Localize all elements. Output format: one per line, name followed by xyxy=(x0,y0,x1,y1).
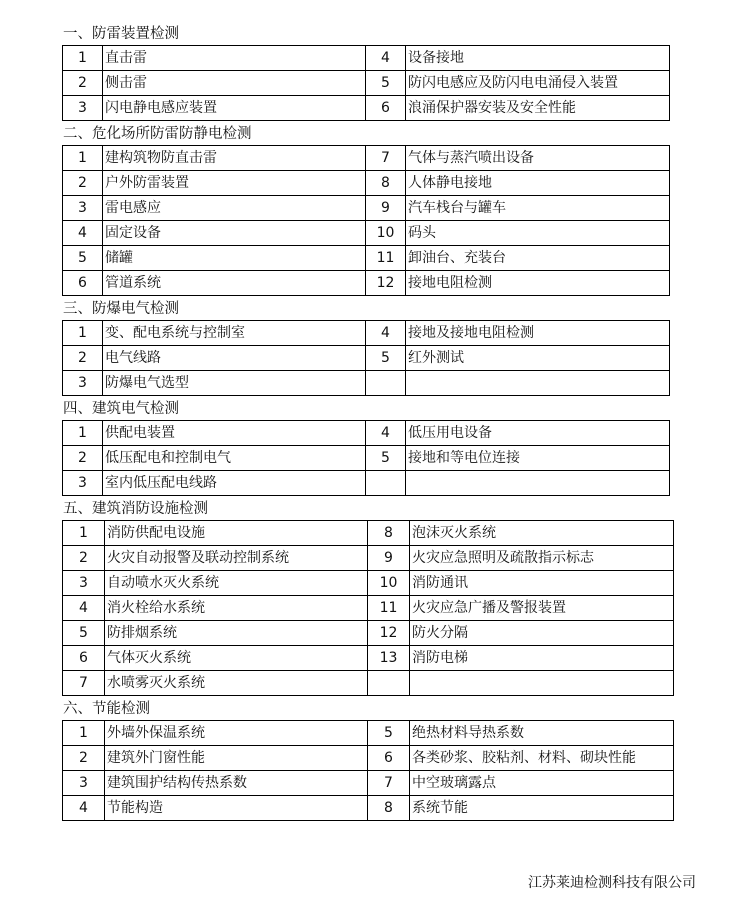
item-number: 2 xyxy=(63,446,103,471)
items-table xyxy=(62,520,674,696)
item-text: 火灾应急广播及警报装置 xyxy=(410,596,674,621)
item-text: 火灾自动报警及联动控制系统 xyxy=(105,546,368,571)
table-row xyxy=(63,471,670,496)
item-number: 1 xyxy=(63,46,103,71)
item-text: 室内低压配电线路 xyxy=(103,471,366,496)
item-text: 雷电感应 xyxy=(103,196,366,221)
item-text: 防火分隔 xyxy=(410,621,674,646)
item-number: 4 xyxy=(366,421,406,446)
item-number: 2 xyxy=(63,346,103,371)
item-number: 9 xyxy=(366,196,406,221)
table-row xyxy=(63,621,674,646)
item-text: 码头 xyxy=(406,221,670,246)
item-text: 消防电梯 xyxy=(410,646,674,671)
section-title: 六、节能检测 xyxy=(63,701,150,717)
item-text: 节能构造 xyxy=(105,796,368,821)
item-text: 防排烟系统 xyxy=(105,621,368,646)
item-text: 建筑外门窗性能 xyxy=(105,746,368,771)
item-number: 5 xyxy=(63,246,103,271)
section-hazardous-static xyxy=(62,123,670,296)
item-number: 2 xyxy=(63,171,103,196)
item-number: 3 xyxy=(63,196,103,221)
item-text: 气体与蒸汽喷出设备 xyxy=(406,146,670,171)
item-number: 12 xyxy=(368,621,410,646)
item-text: 汽车栈台与罐车 xyxy=(406,196,670,221)
item-number: 8 xyxy=(368,521,410,546)
item-number: 5 xyxy=(63,621,105,646)
item-text: 浪涌保护器安装及安全性能 xyxy=(406,96,670,121)
item-number: 4 xyxy=(366,321,406,346)
table-row xyxy=(63,546,674,571)
item-text: 建构筑物防直击雷 xyxy=(103,146,366,171)
item-number: 1 xyxy=(63,721,105,746)
table-row xyxy=(63,646,674,671)
items-table xyxy=(62,45,670,121)
table-row xyxy=(63,721,674,746)
item-text: 火灾应急照明及疏散指示标志 xyxy=(410,546,674,571)
item-text: 绝热材料导热系数 xyxy=(410,721,674,746)
item-text: 变、配电系统与控制室 xyxy=(103,321,366,346)
item-number: 3 xyxy=(63,771,105,796)
section-title: 五、建筑消防设施检测 xyxy=(63,501,208,517)
table-row xyxy=(63,246,670,271)
item-number: 11 xyxy=(368,596,410,621)
item-number: 7 xyxy=(366,146,406,171)
item-number: 6 xyxy=(368,746,410,771)
item-text: 闪电静电感应装置 xyxy=(103,96,366,121)
item-text: 接地及接地电阻检测 xyxy=(406,321,670,346)
table-row xyxy=(63,96,670,121)
item-number: 3 xyxy=(63,471,103,496)
item-number: 12 xyxy=(366,271,406,296)
item-text: 消防供配电设施 xyxy=(105,521,368,546)
table-row xyxy=(63,421,670,446)
item-text: 气体灭火系统 xyxy=(105,646,368,671)
item-text: 消防通讯 xyxy=(410,571,674,596)
table-row xyxy=(63,571,674,596)
table-row xyxy=(63,521,674,546)
items-table xyxy=(62,145,670,296)
item-text: 供配电装置 xyxy=(103,421,366,446)
section-title: 四、建筑电气检测 xyxy=(63,401,179,417)
section-energy-saving xyxy=(62,698,674,821)
item-number xyxy=(366,471,406,496)
item-number: 5 xyxy=(366,346,406,371)
item-number: 5 xyxy=(366,71,406,96)
item-number: 1 xyxy=(63,421,103,446)
item-text: 侧击雷 xyxy=(103,71,366,96)
table-row xyxy=(63,446,670,471)
table-row xyxy=(63,46,670,71)
item-text: 接地和等电位连接 xyxy=(406,446,670,471)
section-title: 三、防爆电气检测 xyxy=(63,301,179,317)
section-title: 二、危化场所防雷防静电检测 xyxy=(63,126,252,142)
item-number xyxy=(368,671,410,696)
table-row xyxy=(63,221,670,246)
item-text: 卸油台、充装台 xyxy=(406,246,670,271)
item-text xyxy=(406,371,670,396)
item-text: 管道系统 xyxy=(103,271,366,296)
item-number: 13 xyxy=(368,646,410,671)
table-row xyxy=(63,196,670,221)
table-row xyxy=(63,371,670,396)
section-lightning-protection xyxy=(62,23,670,121)
table-row xyxy=(63,771,674,796)
item-text: 设备接地 xyxy=(406,46,670,71)
item-number: 8 xyxy=(366,171,406,196)
item-text: 防爆电气选型 xyxy=(103,371,366,396)
item-number: 7 xyxy=(63,671,105,696)
table-row xyxy=(63,71,670,96)
item-number: 4 xyxy=(63,596,105,621)
item-text: 外墙外保温系统 xyxy=(105,721,368,746)
item-number: 1 xyxy=(63,321,103,346)
section-fire-protection xyxy=(62,498,674,696)
item-text xyxy=(406,471,670,496)
item-text: 系统节能 xyxy=(410,796,674,821)
item-text xyxy=(410,671,674,696)
items-table xyxy=(62,320,670,396)
item-number: 8 xyxy=(368,796,410,821)
item-text: 直击雷 xyxy=(103,46,366,71)
item-number xyxy=(366,371,406,396)
item-text: 消火栓给水系统 xyxy=(105,596,368,621)
section-title: 一、防雷装置检测 xyxy=(63,26,179,42)
table-row xyxy=(63,271,670,296)
table-row xyxy=(63,346,670,371)
item-number: 10 xyxy=(366,221,406,246)
item-number: 4 xyxy=(366,46,406,71)
section-explosion-proof xyxy=(62,298,670,396)
item-number: 10 xyxy=(368,571,410,596)
item-text: 红外测试 xyxy=(406,346,670,371)
item-number: 3 xyxy=(63,571,105,596)
table-row xyxy=(63,671,674,696)
item-number: 2 xyxy=(63,746,105,771)
company-name: 江苏莱迪检测科技有限公司 xyxy=(528,875,696,891)
item-text: 泡沫灭火系统 xyxy=(410,521,674,546)
items-table xyxy=(62,720,674,821)
table-row xyxy=(63,746,674,771)
items-table xyxy=(62,420,670,496)
item-text: 电气线路 xyxy=(103,346,366,371)
table-row xyxy=(63,796,674,821)
item-number: 6 xyxy=(63,646,105,671)
item-number: 5 xyxy=(368,721,410,746)
item-number: 7 xyxy=(368,771,410,796)
item-text: 户外防雷装置 xyxy=(103,171,366,196)
item-number: 9 xyxy=(368,546,410,571)
item-text: 自动喷水灭火系统 xyxy=(105,571,368,596)
item-number: 6 xyxy=(63,271,103,296)
item-number: 1 xyxy=(63,146,103,171)
table-row xyxy=(63,146,670,171)
item-number: 11 xyxy=(366,246,406,271)
item-text: 各类砂浆、胶粘剂、材料、砌块性能 xyxy=(410,746,674,771)
item-number: 3 xyxy=(63,96,103,121)
item-number: 4 xyxy=(63,221,103,246)
item-text: 水喷雾灭火系统 xyxy=(105,671,368,696)
item-number: 1 xyxy=(63,521,105,546)
item-text: 储罐 xyxy=(103,246,366,271)
table-row xyxy=(63,171,670,196)
item-text: 低压配电和控制电气 xyxy=(103,446,366,471)
item-text: 人体静电接地 xyxy=(406,171,670,196)
item-text: 防闪电感应及防闪电电涌侵入装置 xyxy=(406,71,670,96)
item-text: 中空玻璃露点 xyxy=(410,771,674,796)
section-building-electrical xyxy=(62,398,670,496)
item-number: 5 xyxy=(366,446,406,471)
item-text: 低压用电设备 xyxy=(406,421,670,446)
item-number: 4 xyxy=(63,796,105,821)
item-number: 2 xyxy=(63,71,103,96)
item-number: 2 xyxy=(63,546,105,571)
item-text: 建筑围护结构传热系数 xyxy=(105,771,368,796)
table-row xyxy=(63,596,674,621)
item-number: 3 xyxy=(63,371,103,396)
table-row xyxy=(63,321,670,346)
item-number: 6 xyxy=(366,96,406,121)
item-text: 固定设备 xyxy=(103,221,366,246)
item-text: 接地电阻检测 xyxy=(406,271,670,296)
